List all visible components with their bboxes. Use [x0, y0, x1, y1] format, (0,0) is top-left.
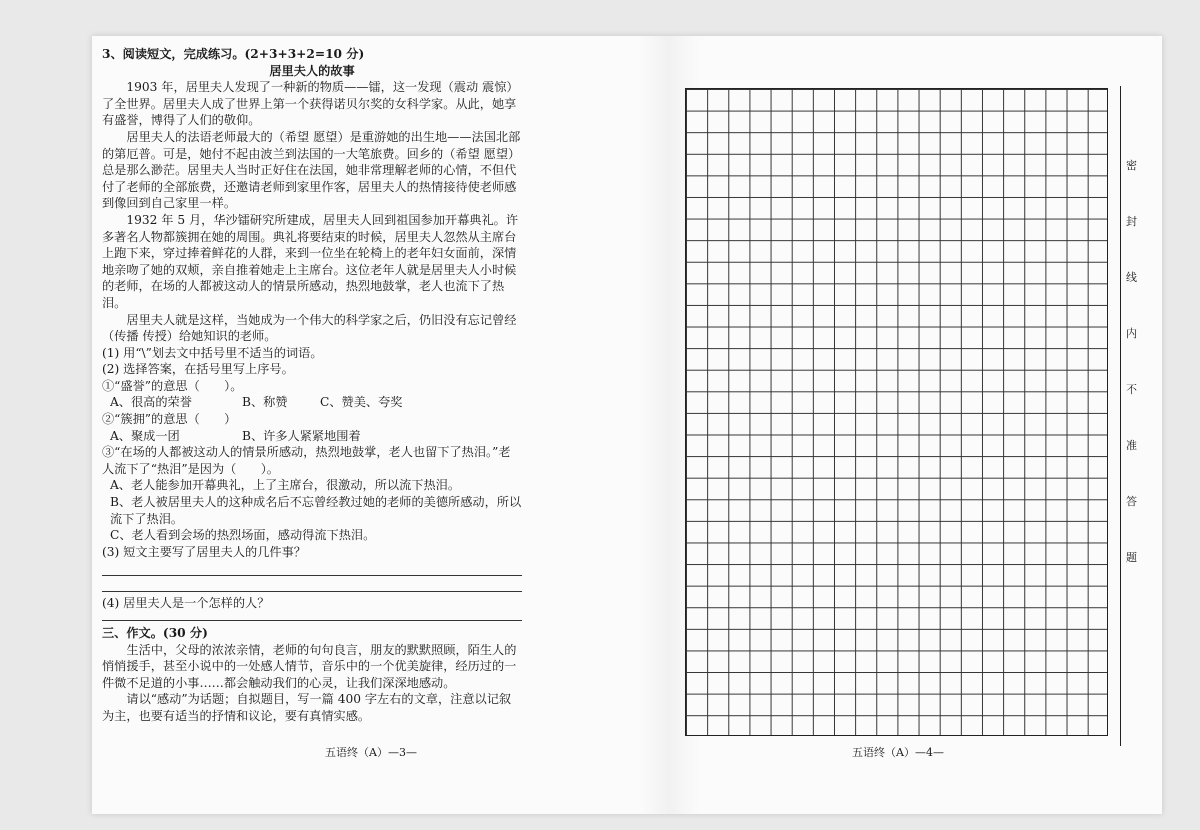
seal-char: 题 [1126, 551, 1137, 564]
option-c: C、赞美、夸奖 [320, 395, 403, 410]
question-4: (4) 居里夫人是一个怎样的人？ [102, 596, 270, 611]
paragraph-2: 居里夫人的法语老师最大的（希望 愿望）是重游她的出生地——法国北部的第厄普。可是，她付不起由波兰到法国的一大笔旅费。回乡的（希望 愿望）总是那么渺茫。居里夫人当时正好住在法国，她非常理解老师的心情，不但代付了老师的全部旅费，还邀请老师到家里作客，居里夫人的热情接待使老师感到像回到自己家里一样。 [102, 129, 521, 211]
question-2-3-c: C、老人看到会场的热烈场面，感动得流下热泪。 [110, 528, 376, 543]
paragraph-3: 1932 年 5 月，华沙镭研究所建成，居里夫人回到祖国参加开幕典礼。许多著名人物都簇拥在她的周围。典礼将要结束的时候，居里夫人忽然从主席台上跑下来，穿过捧着鲜花的人群，来到一位坐在轮椅上的老年妇女面前，深情地亲吻了她的双颊，亲自推着她走上主席台。这位老年人就是居里夫人小时候的老师，在场的人都被这动人的情景所感动，热烈地鼓掌，老人也流下了热泪。 [102, 212, 519, 310]
answer-line-2 [102, 578, 522, 592]
option-a: A、很高的荣誉 [110, 395, 192, 410]
seal-char: 线 [1126, 271, 1137, 284]
question-2-3: ③“在场的人都被这动人的情景所感动，热烈地鼓掌，老人也留下了热泪。”老人流下了“热泪”是因为（ ）。 [102, 445, 511, 476]
question-3: (3) 短文主要写了居里夫人的几件事？ [102, 544, 306, 559]
seal-char: 答 [1126, 495, 1137, 508]
option-b: B、许多人紧紧地围着 [242, 428, 361, 443]
seal-char: 密 [1126, 159, 1137, 172]
seal-text [1126, 160, 1140, 608]
question-2: (2) 选择答案，在括号里写上序号。 [102, 362, 294, 377]
seal-char: 内 [1126, 327, 1137, 340]
question3-title: 3、阅读短文，完成练习。(2+3+3+2=10 分) [102, 47, 365, 61]
footer-page-3: 五语终（A）—3— [325, 746, 417, 759]
paragraph-1: 1903 年，居里夫人发现了一种新的物质——镭，这一发现（震动 震惊）了全世界。居里夫人成了世界上第一个获得诺贝尔奖的女科学家。从此，她享有盛誉，博得了人们的敬仰。 [102, 80, 519, 128]
question-2-2-options [102, 428, 522, 445]
footer-page-4: 五语终（A）—4— [852, 746, 944, 759]
essay-prompt-1: 生活中，父母的浓浓亲情，老师的句句良言，朋友的默默照顾，陌生人的悄悄援手，甚至小说中的一处感人情节，音乐中的一个优美旋律，经历过的一件微不足道的小事……都会触动我们的心灵，让我们深深地感动。 [102, 642, 517, 690]
seal-char: 准 [1126, 439, 1137, 452]
question-2-2: ②“簇拥”的意思（ ） [102, 412, 237, 427]
seal-line [1120, 86, 1121, 746]
paragraph-4: 居里夫人就是这样，当她成为一个伟大的科学家之后，仍旧没有忘记曾经（传播 传授）给她知识的老师。 [102, 312, 517, 344]
answer-line-3 [102, 614, 522, 621]
section3-title: 三、作文。(30 分) [102, 626, 208, 640]
option-a: A、聚成一团 [110, 428, 180, 443]
story-title: 居里夫人的故事 [269, 63, 355, 78]
seal-char: 封 [1126, 215, 1137, 228]
question-2-3-a: A、老人能参加开幕典礼，上了主席台，很激动，所以流下热泪。 [110, 478, 461, 493]
option-b: B、称赞 [242, 395, 288, 410]
left-page [102, 46, 522, 725]
question-1: (1) 用“\”划去文中括号里不适当的词语。 [102, 345, 323, 360]
question-2-1-options [102, 394, 522, 411]
question-2-3-b: B、老人被居里夫人的这种成名后不忘曾经教过她的老师的美德所感动，所以流下了热泪。 [110, 495, 522, 526]
seal-char: 不 [1126, 383, 1137, 396]
essay-prompt-2: 请以“感动”为话题；自拟题目，写一篇 400 字左右的文章，注意以记叙为主，也要有适当的抒情和议论，要有真情实感。 [102, 692, 512, 723]
answer-line-1 [102, 562, 522, 576]
composition-grid [685, 88, 1108, 736]
question-2-1: ①“盛誉”的意思（ ）。 [102, 378, 243, 393]
